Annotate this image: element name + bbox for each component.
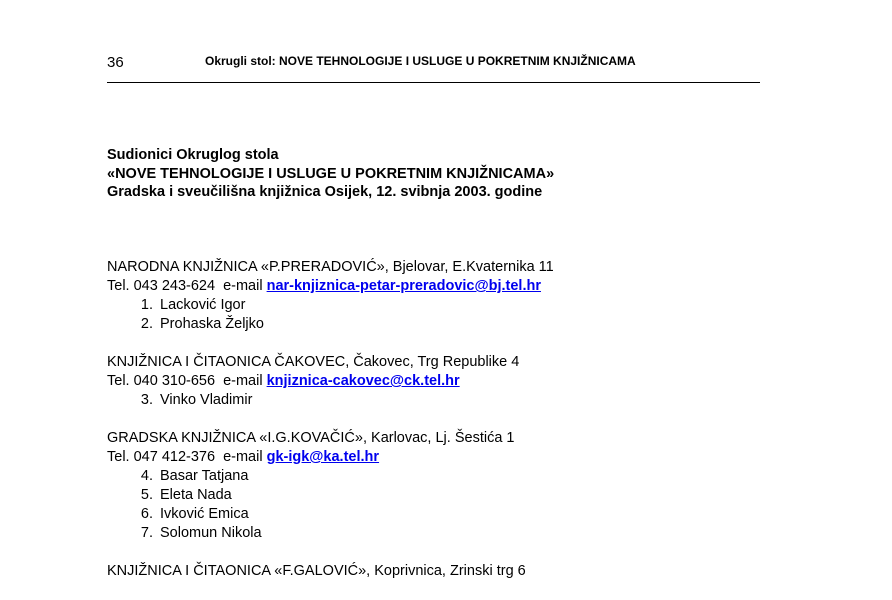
library-entry — [107, 562, 867, 581]
library-contact — [107, 372, 867, 391]
library-contact — [107, 277, 867, 296]
title-block — [107, 146, 554, 202]
library-email-link[interactable]: nar-knjiznica-petar-preradovic@bj.tel.hr — [266, 278, 541, 294]
member-item — [107, 391, 867, 410]
members-list — [107, 296, 867, 334]
library-entry — [107, 429, 867, 543]
library-name: GRADSKA KNJIŽNICA «I.G.KOVAČIĆ», Karlovac, Lj. Šestića 1 — [107, 430, 515, 446]
library-email-link[interactable]: knjiznica-cakovec@ck.tel.hr — [266, 373, 460, 389]
running-header: Okrugli stol: NOVE TEHNOLOGIJE I USLUGE U POKRETNIM KNJIŽNICAMA — [205, 54, 636, 68]
library-contact — [107, 448, 867, 467]
member-number: 2. — [140, 316, 153, 332]
member-name: Lacković Igor — [160, 297, 246, 313]
title-line-3: Gradska i sveučilišna knjižnica Osijek, 12. svibnja 2003. godine — [107, 184, 543, 200]
library-entry — [107, 258, 867, 334]
member-name: Eleta Nada — [160, 487, 232, 503]
title-line-2: «NOVE TEHNOLOGIJE I USLUGE U POKRETNIM KNJIŽNICAMA» — [107, 165, 555, 182]
library-name: KNJIŽNICA I ČITAONICA «F.GALOVIĆ», Koprivnica, Zrinski trg 6 — [107, 563, 526, 579]
member-item — [107, 467, 867, 486]
member-number: 7. — [140, 525, 153, 541]
member-name: Solomun Nikola — [160, 525, 262, 541]
member-name: Vinko Vladimir — [160, 392, 253, 408]
members-list — [107, 467, 867, 543]
member-name: Basar Tatjana — [160, 468, 249, 484]
member-number: 4. — [140, 468, 153, 484]
library-phone: Tel. 047 412-376 e-mail — [107, 449, 267, 465]
member-name: Ivković Emica — [160, 506, 249, 522]
member-number: 6. — [140, 506, 153, 522]
library-phone: Tel. 040 310-656 e-mail — [107, 373, 267, 389]
member-number: 5. — [140, 487, 153, 503]
member-item — [107, 505, 867, 524]
member-item — [107, 524, 867, 543]
library-name: NARODNA KNJIŽNICA «P.PRERADOVIĆ», Bjelovar, E.Kvaternika 11 — [107, 259, 554, 275]
member-number: 3. — [140, 392, 153, 408]
library-email-link[interactable]: gk-igk@ka.tel.hr — [266, 449, 380, 465]
participants-list — [107, 258, 867, 600]
library-phone: Tel. 043 243-624 e-mail — [107, 278, 267, 294]
title-line-1: Sudionici Okruglog stola — [107, 147, 279, 163]
member-number: 1. — [140, 297, 153, 313]
member-item — [107, 315, 867, 334]
members-list — [107, 391, 867, 410]
library-name: KNJIŽNICA I ČITAONICA ČAKOVEC, Čakovec, Trg Republike 4 — [107, 354, 520, 370]
member-item — [107, 486, 867, 505]
member-name: Prohaska Željko — [160, 316, 264, 332]
member-item — [107, 296, 867, 315]
header-rule — [107, 82, 760, 83]
page-number: 36 — [107, 54, 124, 71]
library-entry — [107, 353, 867, 410]
